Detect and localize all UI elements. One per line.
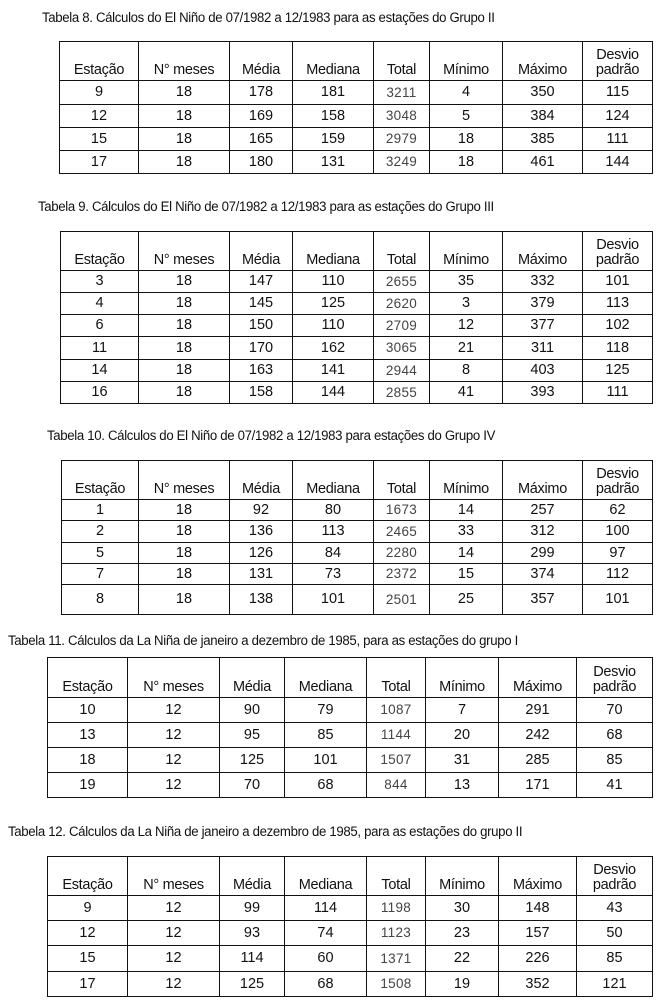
cell-minimo: 4 — [430, 81, 503, 105]
cell-total: 1371 — [367, 946, 426, 972]
cell-total: 2979 — [374, 128, 430, 151]
cell-mediana: 68 — [285, 972, 367, 997]
column-header-minimo: Mínimo — [430, 232, 503, 271]
cell-minimo: 14 — [430, 543, 503, 564]
cell-maximo: 285 — [499, 748, 577, 773]
cell-minimo: 7 — [426, 698, 499, 723]
cell-n-meses: 18 — [139, 81, 230, 105]
cell-estacao: 14 — [61, 360, 139, 382]
cell-mediana: 101 — [285, 748, 367, 773]
cell-media: 136 — [230, 521, 293, 543]
table-12 — [47, 856, 653, 997]
cell-minimo: 12 — [430, 315, 503, 337]
cell-n-meses: 12 — [128, 748, 220, 773]
cell-minimo: 31 — [426, 748, 499, 773]
cell-minimo: 21 — [430, 337, 503, 360]
table-row — [61, 337, 653, 360]
cell-estacao: 12 — [60, 105, 139, 128]
cell-media: 93 — [220, 921, 285, 946]
cell-total: 3048 — [374, 105, 430, 128]
cell-minimo: 18 — [430, 128, 503, 151]
cell-estacao: 10 — [48, 698, 128, 723]
cell-desvio-padrao: 50 — [577, 921, 653, 946]
cell-estacao: 5 — [62, 543, 139, 564]
column-header-total: Total — [374, 42, 430, 81]
header-row — [48, 857, 653, 896]
cell-maximo: 242 — [499, 723, 577, 748]
cell-mediana: 141 — [293, 360, 374, 382]
cell-total: 2465 — [374, 521, 430, 543]
cell-desvio-padrao: 102 — [583, 315, 653, 337]
cell-total: 1507 — [367, 748, 426, 773]
cell-estacao: 2 — [62, 521, 139, 543]
cell-maximo: 257 — [503, 500, 583, 521]
column-header-estacao: Estação — [60, 42, 139, 81]
cell-maximo: 385 — [503, 128, 583, 151]
column-header-n-meses: N° meses — [128, 857, 220, 896]
cell-desvio-padrao: 101 — [583, 271, 653, 293]
cell-maximo: 403 — [503, 360, 583, 382]
table-row — [62, 564, 653, 585]
column-header-estacao: Estação — [62, 461, 139, 500]
cell-desvio-padrao: 70 — [577, 698, 653, 723]
cell-desvio-padrao: 43 — [577, 896, 653, 921]
column-header-media: Média — [220, 658, 285, 698]
cell-media: 147 — [230, 271, 293, 293]
cell-n-meses: 18 — [139, 500, 230, 521]
cell-minimo: 15 — [430, 564, 503, 585]
cell-estacao: 15 — [60, 128, 139, 151]
cell-total: 2944 — [374, 360, 430, 382]
cell-total: 1673 — [374, 500, 430, 521]
cell-maximo: 291 — [499, 698, 577, 723]
column-header-maximo: Máximo — [499, 857, 577, 896]
cell-media: 170 — [230, 337, 293, 360]
cell-total: 1198 — [367, 896, 426, 921]
cell-estacao: 9 — [48, 896, 128, 921]
cell-n-meses: 12 — [128, 698, 220, 723]
cell-minimo: 18 — [430, 151, 503, 174]
cell-mediana: 73 — [293, 564, 374, 585]
table-row — [62, 500, 653, 521]
cell-total: 2501 — [374, 585, 430, 615]
cell-media: 126 — [230, 543, 293, 564]
cell-media: 158 — [230, 382, 293, 404]
table-row — [48, 921, 653, 946]
cell-estacao: 13 — [48, 723, 128, 748]
column-header-mediana: Mediana — [285, 857, 367, 896]
column-header-desvio: Desvio — [596, 466, 639, 482]
cell-maximo: 352 — [499, 972, 577, 997]
table-10-caption: Tabela 10. Cálculos do El Niño de 07/1982 a 12/1983 para estações do Grupo IV — [47, 428, 496, 444]
cell-desvio-padrao: 41 — [577, 773, 653, 798]
cell-desvio-padrao: 112 — [583, 564, 653, 585]
cell-total: 3211 — [374, 81, 430, 105]
cell-mediana: 85 — [285, 723, 367, 748]
cell-estacao: 19 — [48, 773, 128, 798]
cell-mediana: 144 — [293, 382, 374, 404]
cell-minimo: 14 — [430, 500, 503, 521]
table-row — [61, 293, 653, 315]
column-header-mediana: Mediana — [293, 232, 374, 271]
cell-minimo: 5 — [430, 105, 503, 128]
cell-desvio-padrao: 100 — [583, 521, 653, 543]
cell-n-meses: 18 — [139, 105, 230, 128]
table-row — [60, 105, 653, 128]
cell-maximo: 332 — [503, 271, 583, 293]
table-row — [61, 382, 653, 404]
column-header-desvio: Desvio — [596, 237, 639, 253]
cell-maximo: 461 — [503, 151, 583, 174]
cell-mediana: 110 — [293, 271, 374, 293]
cell-estacao: 17 — [48, 972, 128, 997]
cell-estacao: 15 — [48, 946, 128, 972]
cell-desvio-padrao: 62 — [583, 500, 653, 521]
column-header-total: Total — [367, 658, 426, 698]
column-header-media: Média — [220, 857, 285, 896]
column-header-total: Total — [374, 461, 430, 500]
cell-n-meses: 18 — [139, 315, 230, 337]
cell-n-meses: 18 — [139, 360, 230, 382]
column-header-padrao: padrão — [595, 251, 640, 268]
cell-total: 2280 — [374, 543, 430, 564]
cell-maximo: 148 — [499, 896, 577, 921]
table-row — [48, 698, 653, 723]
table-8 — [59, 41, 653, 174]
cell-media: 90 — [220, 698, 285, 723]
column-header-desvio-padrao — [577, 658, 653, 698]
cell-n-meses: 18 — [139, 382, 230, 404]
column-header-n-meses: N° meses — [128, 658, 220, 698]
table-row — [60, 81, 653, 105]
cell-total: 1144 — [367, 723, 426, 748]
cell-desvio-padrao: 111 — [583, 382, 653, 404]
cell-estacao: 7 — [62, 564, 139, 585]
column-header-minimo: Mínimo — [430, 42, 503, 81]
cell-media: 125 — [220, 748, 285, 773]
cell-total: 1087 — [367, 698, 426, 723]
column-header-desvio-padrao — [583, 42, 653, 81]
table-row — [62, 585, 653, 615]
cell-n-meses: 18 — [139, 128, 230, 151]
table-10 — [61, 460, 653, 615]
column-header-total: Total — [374, 232, 430, 271]
cell-estacao: 16 — [61, 382, 139, 404]
cell-media: 145 — [230, 293, 293, 315]
column-header-media: Média — [230, 461, 293, 500]
table-row — [48, 896, 653, 921]
cell-desvio-padrao: 125 — [583, 360, 653, 382]
cell-n-meses: 18 — [139, 564, 230, 585]
cell-maximo: 299 — [503, 543, 583, 564]
column-header-mediana: Mediana — [293, 42, 374, 81]
cell-maximo: 393 — [503, 382, 583, 404]
column-header-desvio: Desvio — [593, 664, 636, 680]
cell-desvio-padrao: 144 — [583, 151, 653, 174]
cell-total: 2855 — [374, 382, 430, 404]
cell-mediana: 84 — [293, 543, 374, 564]
cell-minimo: 22 — [426, 946, 499, 972]
cell-mediana: 74 — [285, 921, 367, 946]
cell-estacao: 11 — [61, 337, 139, 360]
table-row — [62, 543, 653, 564]
cell-minimo: 30 — [426, 896, 499, 921]
column-header-desvio-padrao — [577, 857, 653, 896]
cell-media: 114 — [220, 946, 285, 972]
column-header-n-meses: N° meses — [139, 232, 230, 271]
table-11 — [47, 657, 653, 798]
cell-maximo: 157 — [499, 921, 577, 946]
cell-minimo: 23 — [426, 921, 499, 946]
cell-maximo: 311 — [503, 337, 583, 360]
cell-maximo: 379 — [503, 293, 583, 315]
cell-mediana: 79 — [285, 698, 367, 723]
cell-estacao: 1 — [62, 500, 139, 521]
cell-total: 2709 — [374, 315, 430, 337]
cell-media: 125 — [220, 972, 285, 997]
cell-desvio-padrao: 124 — [583, 105, 653, 128]
cell-maximo: 377 — [503, 315, 583, 337]
column-header-minimo: Mínimo — [430, 461, 503, 500]
cell-n-meses: 12 — [128, 946, 220, 972]
column-header-padrao: padrão — [592, 678, 637, 695]
cell-mediana: 101 — [293, 585, 374, 615]
column-header-media: Média — [230, 232, 293, 271]
cell-estacao: 4 — [61, 293, 139, 315]
cell-media: 178 — [230, 81, 293, 105]
cell-n-meses: 12 — [128, 896, 220, 921]
cell-media: 70 — [220, 773, 285, 798]
cell-media: 92 — [230, 500, 293, 521]
table-9-caption: Tabela 9. Cálculos do El Niño de 07/1982 a 12/1983 para as estações do Grupo III — [38, 199, 494, 215]
cell-maximo: 312 — [503, 521, 583, 543]
header-row — [60, 42, 653, 81]
column-header-mediana: Mediana — [293, 461, 374, 500]
column-header-maximo: Máximo — [503, 42, 583, 81]
column-header-desvio-padrao — [583, 232, 653, 271]
column-header-maximo: Máximo — [499, 658, 577, 698]
cell-minimo: 41 — [430, 382, 503, 404]
cell-total: 2372 — [374, 564, 430, 585]
cell-mediana: 181 — [293, 81, 374, 105]
cell-total: 3249 — [374, 151, 430, 174]
table-row — [61, 360, 653, 382]
table-row — [61, 315, 653, 337]
table-9 — [60, 231, 653, 404]
cell-mediana: 68 — [285, 773, 367, 798]
column-header-desvio-padrao — [583, 461, 653, 500]
cell-minimo: 13 — [426, 773, 499, 798]
cell-media: 95 — [220, 723, 285, 748]
cell-mediana: 80 — [293, 500, 374, 521]
cell-minimo: 8 — [430, 360, 503, 382]
cell-total: 2655 — [374, 271, 430, 293]
cell-desvio-padrao: 68 — [577, 723, 653, 748]
column-header-estacao: Estação — [48, 857, 128, 896]
cell-n-meses: 18 — [139, 543, 230, 564]
column-header-n-meses: N° meses — [139, 42, 230, 81]
cell-mediana: 158 — [293, 105, 374, 128]
table-row — [48, 723, 653, 748]
cell-mediana: 113 — [293, 521, 374, 543]
cell-estacao: 18 — [48, 748, 128, 773]
cell-minimo: 3 — [430, 293, 503, 315]
cell-estacao: 8 — [62, 585, 139, 615]
cell-media: 150 — [230, 315, 293, 337]
column-header-desvio: Desvio — [596, 47, 639, 63]
cell-estacao: 3 — [61, 271, 139, 293]
cell-n-meses: 18 — [139, 585, 230, 615]
cell-minimo: 25 — [430, 585, 503, 615]
cell-mediana: 110 — [293, 315, 374, 337]
cell-total: 2620 — [374, 293, 430, 315]
cell-desvio-padrao: 118 — [583, 337, 653, 360]
column-header-desvio: Desvio — [593, 862, 636, 878]
column-header-n-meses: N° meses — [139, 461, 230, 500]
table-row — [60, 128, 653, 151]
column-header-minimo: Mínimo — [426, 857, 499, 896]
cell-desvio-padrao: 121 — [577, 972, 653, 997]
cell-n-meses: 18 — [139, 337, 230, 360]
cell-desvio-padrao: 85 — [577, 946, 653, 972]
cell-n-meses: 18 — [139, 293, 230, 315]
cell-maximo: 384 — [503, 105, 583, 128]
cell-total: 3065 — [374, 337, 430, 360]
cell-minimo: 20 — [426, 723, 499, 748]
cell-estacao: 9 — [60, 81, 139, 105]
cell-maximo: 374 — [503, 564, 583, 585]
cell-n-meses: 18 — [139, 521, 230, 543]
cell-total: 844 — [367, 773, 426, 798]
table-8-caption: Tabela 8. Cálculos do El Niño de 07/1982 a 12/1983 para as estações do Grupo II — [42, 10, 495, 26]
cell-desvio-padrao: 115 — [583, 81, 653, 105]
cell-media: 169 — [230, 105, 293, 128]
column-header-padrao: padrão — [595, 480, 640, 497]
cell-desvio-padrao: 101 — [583, 585, 653, 615]
cell-desvio-padrao: 113 — [583, 293, 653, 315]
cell-media: 163 — [230, 360, 293, 382]
cell-mediana: 114 — [285, 896, 367, 921]
cell-estacao: 17 — [60, 151, 139, 174]
column-header-estacao: Estação — [48, 658, 128, 698]
cell-n-meses: 12 — [128, 972, 220, 997]
cell-media: 165 — [230, 128, 293, 151]
cell-minimo: 35 — [430, 271, 503, 293]
cell-mediana: 159 — [293, 128, 374, 151]
cell-estacao: 6 — [61, 315, 139, 337]
cell-maximo: 357 — [503, 585, 583, 615]
table-11-caption: Tabela 11. Cálculos da La Niña de janeiro a dezembro de 1985, para as estações do grupo I — [8, 633, 518, 649]
table-row — [62, 521, 653, 543]
cell-mediana: 125 — [293, 293, 374, 315]
table-row — [48, 946, 653, 972]
cell-estacao: 12 — [48, 921, 128, 946]
cell-desvio-padrao: 97 — [583, 543, 653, 564]
column-header-minimo: Mínimo — [426, 658, 499, 698]
column-header-maximo: Máximo — [503, 232, 583, 271]
column-header-estacao: Estação — [61, 232, 139, 271]
table-row — [61, 271, 653, 293]
cell-n-meses: 12 — [128, 723, 220, 748]
cell-n-meses: 18 — [139, 271, 230, 293]
column-header-padrao: padrão — [592, 876, 637, 893]
cell-desvio-padrao: 85 — [577, 748, 653, 773]
cell-desvio-padrao: 111 — [583, 128, 653, 151]
column-header-padrao: padrão — [595, 61, 640, 78]
header-row — [48, 658, 653, 698]
table-row — [48, 773, 653, 798]
column-header-mediana: Mediana — [285, 658, 367, 698]
cell-maximo: 350 — [503, 81, 583, 105]
column-header-media: Média — [230, 42, 293, 81]
header-row — [62, 461, 653, 500]
cell-total: 1123 — [367, 921, 426, 946]
header-row — [61, 232, 653, 271]
column-header-total: Total — [367, 857, 426, 896]
cell-total: 1508 — [367, 972, 426, 997]
table-12-caption: Tabela 12. Cálculos da La Niña de janeiro a dezembro de 1985, para as estações do grupo II — [8, 824, 523, 840]
table-row — [48, 972, 653, 997]
cell-media: 180 — [230, 151, 293, 174]
cell-minimo: 33 — [430, 521, 503, 543]
cell-media: 138 — [230, 585, 293, 615]
cell-maximo: 226 — [499, 946, 577, 972]
cell-mediana: 60 — [285, 946, 367, 972]
cell-n-meses: 12 — [128, 921, 220, 946]
cell-media: 99 — [220, 896, 285, 921]
table-row — [48, 748, 653, 773]
cell-media: 131 — [230, 564, 293, 585]
column-header-maximo: Máximo — [503, 461, 583, 500]
cell-minimo: 19 — [426, 972, 499, 997]
table-row — [60, 151, 653, 174]
cell-mediana: 162 — [293, 337, 374, 360]
cell-n-meses: 18 — [139, 151, 230, 174]
cell-maximo: 171 — [499, 773, 577, 798]
cell-mediana: 131 — [293, 151, 374, 174]
cell-n-meses: 12 — [128, 773, 220, 798]
